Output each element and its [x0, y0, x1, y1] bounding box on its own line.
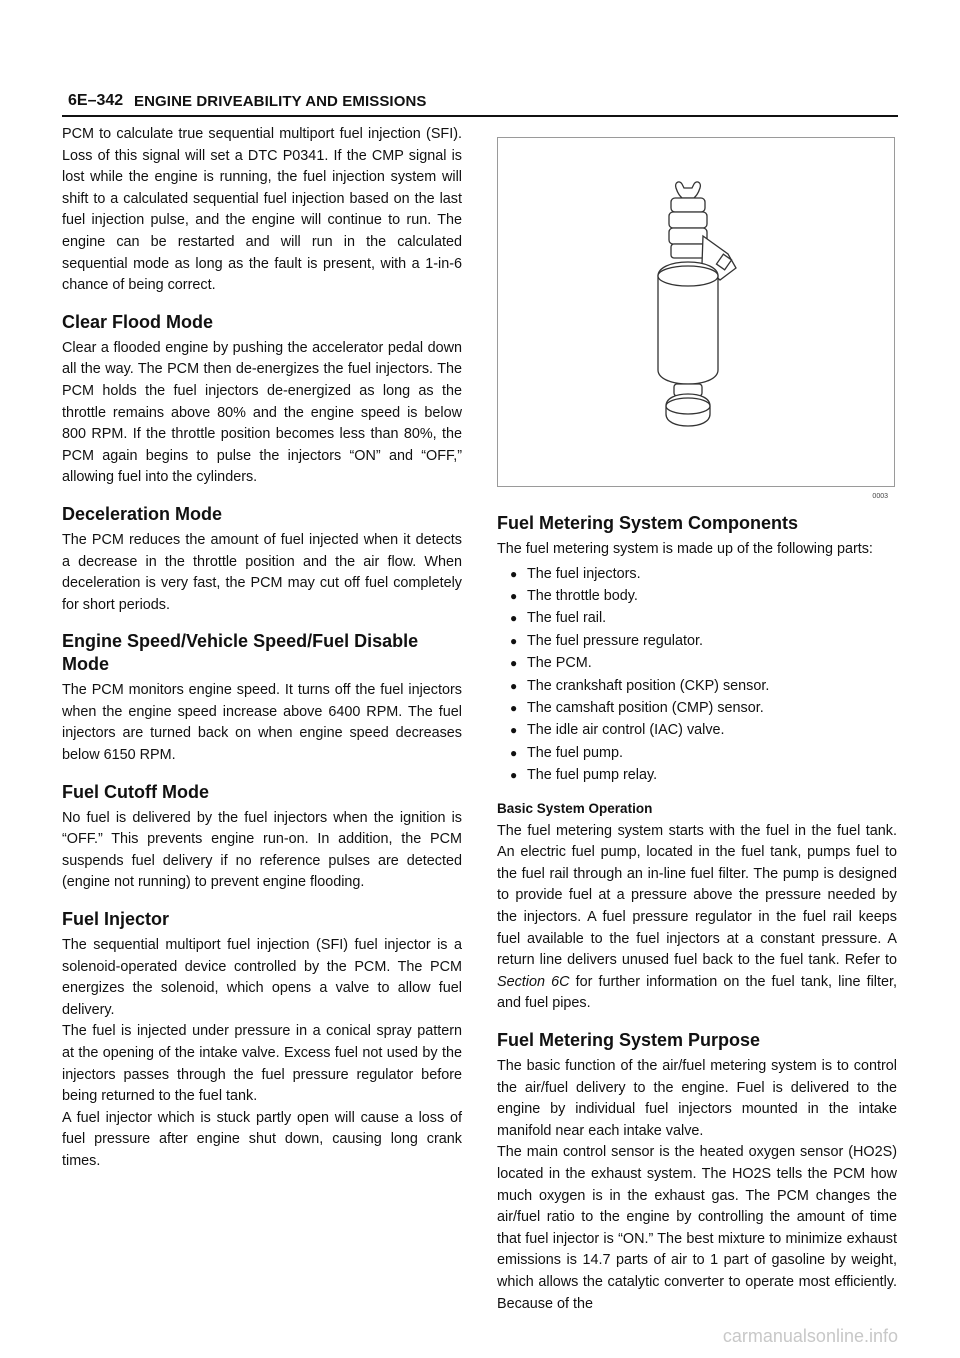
list-item: ● The fuel injectors. — [497, 563, 897, 585]
list-item: ● The crankshaft position (CKP) sensor. — [497, 675, 897, 697]
header-rule — [62, 115, 898, 117]
fuel-injector-illustration — [498, 138, 894, 486]
section-reference: Section 6C — [497, 973, 570, 990]
bullet-icon: ● — [510, 678, 518, 693]
deceleration-text: The PCM reduces the amount of fuel injected when it detects a decrease in the throttle position and the air flow. When deceleration is very fast, the PCM may cut off fuel completely for short periods. — [62, 531, 462, 613]
components-intro: The fuel metering system is made up of the following parts: — [497, 541, 873, 557]
list-item: ● The fuel pump relay. — [497, 764, 897, 786]
speed-disable-heading: Engine Speed/Vehicle Speed/Fuel Disable Mode — [62, 631, 419, 675]
components-list — [497, 563, 897, 787]
right-column — [497, 512, 897, 1315]
fuel-injector-p2: The fuel is injected under pressure in a conical spray pattern at the opening of the intake valve. Excess fuel not used by the injectors passes through the fuel pressure regulator before being returned to the fuel tank. — [62, 1023, 462, 1105]
basic-operation-text: The fuel metering system starts with the fuel in the fuel tank. An electric fuel pump, located in the fuel tank, pumps fuel to the fuel rail through an in-line fuel filter. The pump is designed to provide fuel at a pressure above the pressure needed by the injectors. A fuel pressure regulator in the fuel rail keeps fuel available to the fuel injectors at a constant pressure. A return line delivers unused fuel back to the fuel tank. Refer to Section 6C for further information on the fuel tank, line filter, and fuel pipes. — [497, 822, 897, 1012]
bullet-icon: ● — [510, 589, 518, 603]
list-item: ● The idle air control (IAC) valve. — [497, 719, 897, 741]
bullet-icon: ● — [510, 566, 518, 581]
deceleration-heading: Deceleration Mode — [62, 503, 223, 524]
list-item: ● The fuel rail. — [497, 607, 897, 629]
fuel-injector-p1: The sequential multiport fuel injection (SFI) fuel injector is a solenoid-operated device controlled by the PCM. The PCM energizes the solenoid, which opens a valve to allow fuel delivery. — [62, 937, 462, 1018]
components-heading: Fuel Metering System Components — [497, 513, 799, 533]
speed-disable-text: The PCM monitors engine speed. It turns off the fuel injectors when the engine speed increase above 6400 RPM. The fuel injectors are turned back on when engine speed decreases below 6150 RPM. — [62, 682, 462, 764]
basic-operation-heading: Basic System Operation — [497, 800, 653, 816]
page-number: 6E–342 — [68, 92, 124, 109]
purpose-p1: The basic function of the air/fuel metering system is to control the air/fuel delivery to the engine. Fuel is delivered to the engine by individual fuel injectors mounted in the intake manifold near each intake valve. — [497, 1058, 897, 1139]
fuel-injector-p3: A fuel injector which is stuck partly open will cause a loss of fuel pressure after engine shut down, causing long crank times. — [62, 1109, 462, 1169]
list-item: ● The PCM. — [497, 652, 897, 674]
purpose-heading: Fuel Metering System Purpose — [497, 1030, 761, 1050]
bullet-icon: ● — [510, 723, 518, 738]
bullet-icon: ● — [510, 701, 518, 716]
bullet-icon: ● — [510, 745, 518, 760]
list-item: ● The throttle body. — [497, 585, 897, 607]
clear-flood-heading: Clear Flood Mode — [62, 311, 214, 332]
fuel-injector-heading: Fuel Injector — [62, 909, 170, 930]
fuel-cutoff-heading: Fuel Cutoff Mode — [62, 781, 209, 802]
intro-paragraph: PCM to calculate true sequential multiport fuel injection (SFI). Loss of this signal will set a DTC P0341. If the CMP signal is lost while the engine is running, the fuel injection system will shift to a calculated sequential fuel injection based on the last fuel injection pulse, and the engine will continue to run. The engine can be restarted and will run in the calculated sequential mode as long as the fault is present, with a 1-in-6 chance of being correct. — [62, 126, 462, 294]
figure-code: 0003 — [872, 493, 888, 500]
bullet-icon: ● — [510, 633, 518, 648]
list-item: ● The fuel pressure regulator. — [497, 630, 897, 652]
purpose-p2: The main control sensor is the heated oxygen sensor (HO2S) located in the exhaust system. The HO2S tells the PCM how much oxygen is in the exhaust gas. The PCM changes the air/fuel ratio to the engine by controlling the amount of time that fuel injector is “ON.” The best mixture to minimize exhaust emissions is 14.7 parts of air to 1 part of gasoline by weight, which allows the catalytic converter to operate most efficiently. Because of the — [497, 1144, 897, 1312]
page-header-title: ENGINE DRIVEABILITY AND EMISSIONS — [134, 93, 427, 110]
fuel-injector-figure — [497, 137, 895, 500]
watermark: carmanualsonline.info — [722, 1326, 898, 1346]
bullet-icon: ● — [510, 656, 518, 671]
fuel-cutoff-text: No fuel is delivered by the fuel injectors when the ignition is “OFF.” This prevents engine run-on. In addition, the PCM suspends fuel delivery if no reference pulses are detected (engine not running) to prevent engine flooding. — [62, 809, 462, 891]
list-item: ● The fuel pump. — [497, 742, 897, 764]
bullet-icon: ● — [510, 611, 518, 626]
bullet-icon: ● — [510, 768, 518, 783]
left-column — [62, 124, 462, 1173]
clear-flood-text: Clear a flooded engine by pushing the accelerator pedal down all the way. The PCM then de-energizes the fuel injectors. The PCM holds the fuel injectors de-energized as long as the throttle remains above 80% and the engine speed is below 800 RPM. If the throttle position becomes less than 80%, the PCM again begins to pulse the injectors “ON” and “OFF,” allowing fuel into the cylinders. — [62, 339, 462, 486]
list-item: ● The camshaft position (CMP) sensor. — [497, 697, 897, 719]
